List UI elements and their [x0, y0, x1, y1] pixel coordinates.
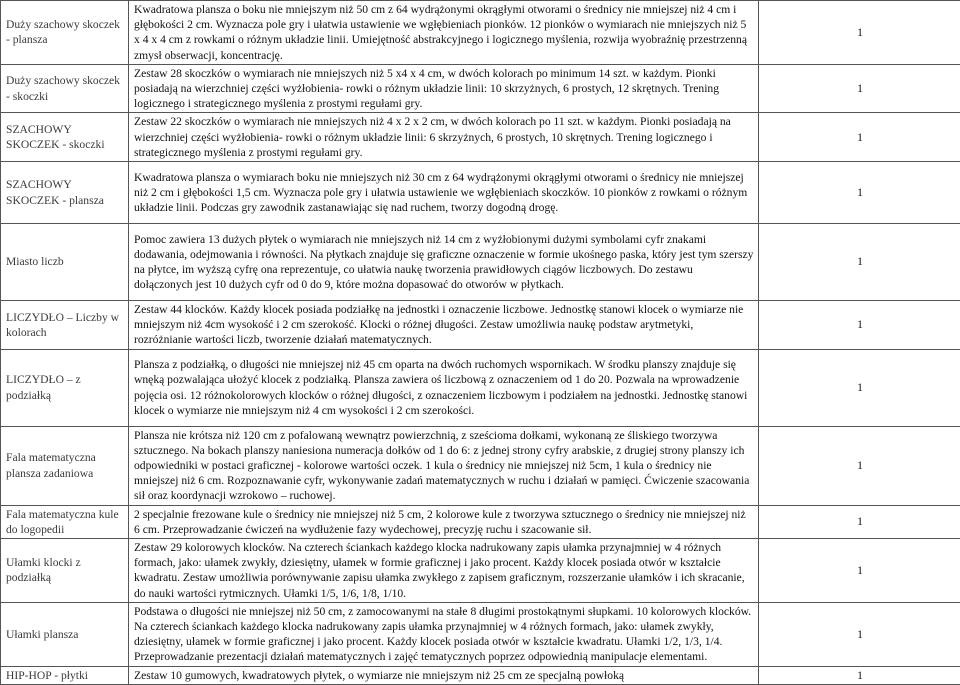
- product-name: Ułamki plansza: [1, 602, 129, 666]
- product-quantity: 1: [759, 301, 960, 350]
- table-row: [1, 349, 960, 426]
- product-description: Kwadratowa plansza o wymiarach boku nie mniejszych niż 30 cm z 64 wydrążonymi okrągłymi otworami o średnicy nie mniejszej niż 2 cm i głębokości 1,5 cm. Wyznacza pole gry i ułatwia ustawienie we wgłębieniach skoczków. 10 pionków z rowkami o różnym układzie linii. Podczas gry zawodnik zastanawiając się nad ruchem, tworzy dogodną drogę.: [129, 162, 759, 224]
- product-description: Zestaw 28 skoczków o wymiarach nie mniejszych niż 5 x4 x 4 cm, w dwóch kolorach po minimum 14 szt. w każdym. Pionki posiadają na wierzchniej części wyżłobienia- rowki o różnym układzie linii: 10 skrzyżnych, 6 prostych, 12 skrętnych. Trening logicznego i strategicznego myślenia z prostymi regułami gry.: [129, 64, 759, 113]
- product-name: Ułamki klocki z podziałką: [1, 539, 129, 603]
- product-description: Zestaw 44 klocków. Każdy klocek posiada podziałkę na jednostki i oznaczenie liczbowe. Jednostkę stanowi klocek o wymiarze nie mniejszym niż 4cm wysokość i 2 cm szerokość. Klocki o różnej długości. Zestaw umożliwia naukę podstaw arytmetyki, rozróżnianie wartości liczb, tworzenie działań matematycznych.: [129, 301, 759, 350]
- product-name: Fala matematyczna plansza zadaniowa: [1, 426, 129, 505]
- product-description: Zestaw 10 gumowych, kwadratowych płytek, o wymiarze nie mniejszym niż 25 cm ze specjalną powłoką: [129, 666, 759, 684]
- product-description: Zestaw 29 kolorowych klocków. Na czterech ściankach każdego klocka nadrukowany zapis ułamka przynajmniej w 4 różnych formach, jako: ułamek zwykły, dziesiętny, ułamek w formie graficznej i jako procent. Każdy klocek posiada otwór w kształcie kwadratu. Zestaw umożliwia porównywanie zapisu ułamka zwykłego z zapisem graficznym, rozszerzanie ułamków i ich skracanie, do nauki wartości rytmicznych. Ułamki 1/5, 1/6, 1/8, 1/10.: [129, 539, 759, 603]
- product-description: Plansza z podziałką, o długości nie mniejszej niż 45 cm oparta na dwóch ruchomych wspornikach. W środku planszy znajduje się wnęką pozwalająca ułożyć klocek z podziałką. Plansza zawiera oś liczbową z oznaczeniem od 1 do 20. Pozwala na wprowadzenie pojęcia osi. 12 różnokolorowych klocków o różnej długości, z oznaczeniem liczbowym i podziałem na jednostki. Jednostkę stanowi klocek o wymiarze nie mniejszym niż 4 cm wysokości i 2 cm szerokości.: [129, 349, 759, 426]
- product-quantity: 1: [759, 1, 960, 65]
- product-quantity: 1: [759, 602, 960, 666]
- product-description: Podstawa o długości nie mniejszej niż 50 cm, z zamocowanymi na stałe 8 długimi prostokątnymi słupkami. 10 kolorowych klocków. Na czterech ściankach każdego klocka nadrukowany zapis ułamka przynajmniej w 4 różnych formach, jako: ułamek zwykły, dziesiętny, ułamek w formie graficznej i jako procent. Każdy klocek posiada otwór w kształcie kwadratu. Ułamki 1/2, 1/3, 1/4. Przeprowadzanie prezentacji działań matematycznych i zajęć tematycznych poprzez odpowiednią manipulacje elementami.: [129, 602, 759, 666]
- product-quantity: 1: [759, 539, 960, 603]
- table-row: [1, 1, 960, 65]
- table-row: [1, 602, 960, 666]
- product-description: Pomoc zawiera 13 dużych płytek o wymiarach nie mniejszych niż 14 cm z wyżłobionymi dużymi symbolami cyfr znakami dodawania, odejmowania i równości. Na płytkach znajduje się graficzne oznaczenie w formie ukośnego paska, który jest tym szerszy na płytce, im wyższą cyfrę ona reprezentuje, co ułatwia naukę tworzenia prawidłowych ciągów liczbowych. Do zestawu dołączonych jest 10 dużych cyfr od 0 do 9, które można dopasować do otworów w płytkach.: [129, 224, 759, 301]
- product-quantity: 1: [759, 224, 960, 301]
- product-quantity: 1: [759, 349, 960, 426]
- table-row: [1, 505, 960, 538]
- product-name: SZACHOWY SKOCZEK - plansza: [1, 162, 129, 224]
- product-description: Plansza nie krótsza niż 120 cm z pofalowaną wewnątrz powierzchnią, z sześcioma dołkami, wykonaną ze śliskiego tworzywa sztucznego. Na bokach planszy naniesiona numeracja dołków od 1 do 6: z jednej strony cyfry arabskie, z drugiej strony planszy ich odpowiedniki w postaci graficznej - kolorowe wartości oczek. 1 kula o średnicy nie mniejszej niż 5cm, 1 kula o średnicy nie mniejszej niż 6 cm. Rozpoznawanie cyfr, wykonywanie zadań matematycznych w ruchu i działań w pamięci. Ćwiczenie szacowania sił oraz koordynacji wzrokowo – ruchowej.: [129, 426, 759, 505]
- product-description: Kwadratowa plansza o boku nie mniejszym niż 50 cm z 64 wydrążonymi okrągłymi otworami o średnicy nie mniejszej niż 4 cm i głębokości 2 cm. Wyznacza pole gry i ułatwia ustawienie we wgłębieniach pionków. 12 pionków o wymiarach nie mniejszych niż 5 x 4 x 4 cm z rowkami o różnym układzie linii. Umiejętność abstrakcyjnego i logicznego myślenia, rozwija wyobraźnię przestrzenną zmysł obserwacji, koncentrację.: [129, 1, 759, 65]
- product-description: 2 specjalnie frezowane kule o średnicy nie mniejszej niż 5 cm, 2 kolorowe kule z tworzywa sztucznego o średnicy nie mniejszej niż 6 cm. Przeprowadzanie ćwiczeń na wydłużenie fazy wydechowej, precyzję ruchu i szacowanie sił.: [129, 505, 759, 538]
- product-quantity: 1: [759, 64, 960, 113]
- product-name: Fala matematyczna kule do logopedii: [1, 505, 129, 538]
- product-name: Miasto liczb: [1, 224, 129, 301]
- table-row: [1, 301, 960, 350]
- table-row: [1, 64, 960, 113]
- product-name: SZACHOWY SKOCZEK - skoczki: [1, 113, 129, 162]
- table-row: [1, 539, 960, 603]
- product-quantity: 1: [759, 666, 960, 684]
- product-description: Zestaw 22 skoczków o wymiarach nie mniejszych niż 4 x 2 x 2 cm, w dwóch kolorach po 11 szt. w każdym. Pionki posiadają na wierzchniej części wyżłobienia- rowki o różnym układzie linii: 6 skrzyżnych, 6 prostych, 10 skrętnych. Trening logicznego i strategicznego myślenia z prostymi regułami gry.: [129, 113, 759, 162]
- product-quantity: 1: [759, 505, 960, 538]
- table-row: [1, 426, 960, 505]
- product-name: Duży szachowy skoczek - plansza: [1, 1, 129, 65]
- product-name: HIP-HOP - płytki: [1, 666, 129, 684]
- table-row: [1, 162, 960, 224]
- product-quantity: 1: [759, 113, 960, 162]
- product-name: Duży szachowy skoczek - skoczki: [1, 64, 129, 113]
- product-quantity: 1: [759, 162, 960, 224]
- table-row: [1, 224, 960, 301]
- table-row: [1, 666, 960, 684]
- product-quantity: 1: [759, 426, 960, 505]
- product-name: LICZYDŁO – Liczby w kolorach: [1, 301, 129, 350]
- table-row: [1, 113, 960, 162]
- product-name: LICZYDŁO – z podziałką: [1, 349, 129, 426]
